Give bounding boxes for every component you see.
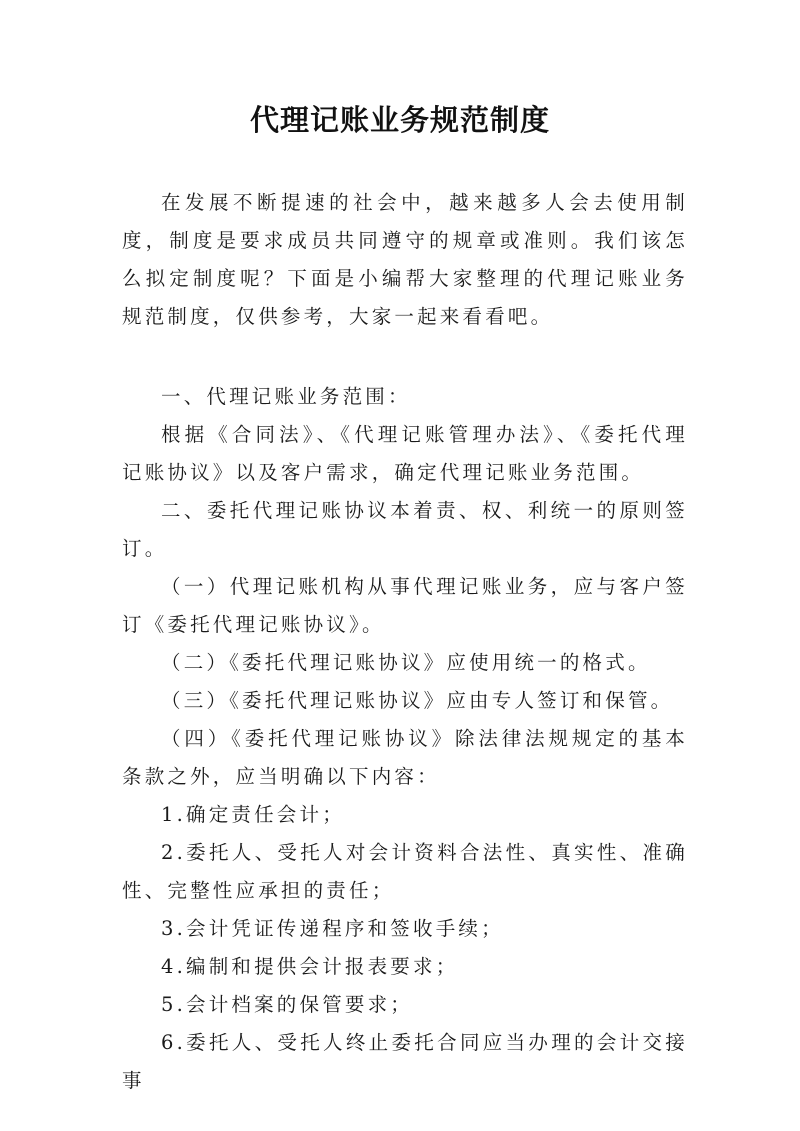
agreement-clause-3: （三）《委托代理记账协议》应由专人签订和保管。 (161, 689, 674, 712)
agreement-clause-4: （四）《委托代理记账协议》除法律法规规定的基本条款之外，应当明确以下内容： (122, 727, 688, 788)
paragraph-gap (122, 336, 688, 374)
document-title: 代理记账业务规范制度 (249, 103, 550, 137)
document-body (122, 184, 688, 1100)
list-item: 1.确定责任会计； (161, 803, 345, 826)
intro-paragraph: 在发展不断提速的社会中，越来越多人会去使用制度，制度是要求成员共同遵守的规章或准则。我们该怎么拟定制度呢？下面是小编帮大家整理的代理记账业务规范制度，仅供参考，大家一起来看看吧。 (122, 191, 688, 328)
list-item: 4.编制和提供会计报表要求； (161, 955, 459, 978)
list-item: 5.会计档案的保管要求； (161, 993, 414, 1016)
agreement-clause-1: （一）代理记账机构从事代理记账业务，应与客户签订《委托代理记账协议》。 (122, 575, 688, 636)
list-item: 6.委托人、受托人终止委托合同应当办理的会计交接事 (122, 1031, 688, 1092)
section-heading-scope: 一、代理记账业务范围： (161, 385, 411, 408)
list-item: 2.委托人、受托人对会计资料合法性、真实性、准确性、完整性应承担的责任； (122, 841, 688, 902)
list-item: 3.会计凭证传递程序和签收手续； (161, 917, 504, 940)
section-heading-agreement: 二、委托代理记账协议本着责、权、利统一的原则签订。 (122, 499, 688, 560)
scope-paragraph: 根据《合同法》、《代理记账管理办法》、《委托代理记账协议》以及客户需求，确定代理记账业务范围。 (122, 423, 688, 484)
agreement-clause-2: （二）《委托代理记账协议》应使用统一的格式。 (161, 651, 651, 674)
